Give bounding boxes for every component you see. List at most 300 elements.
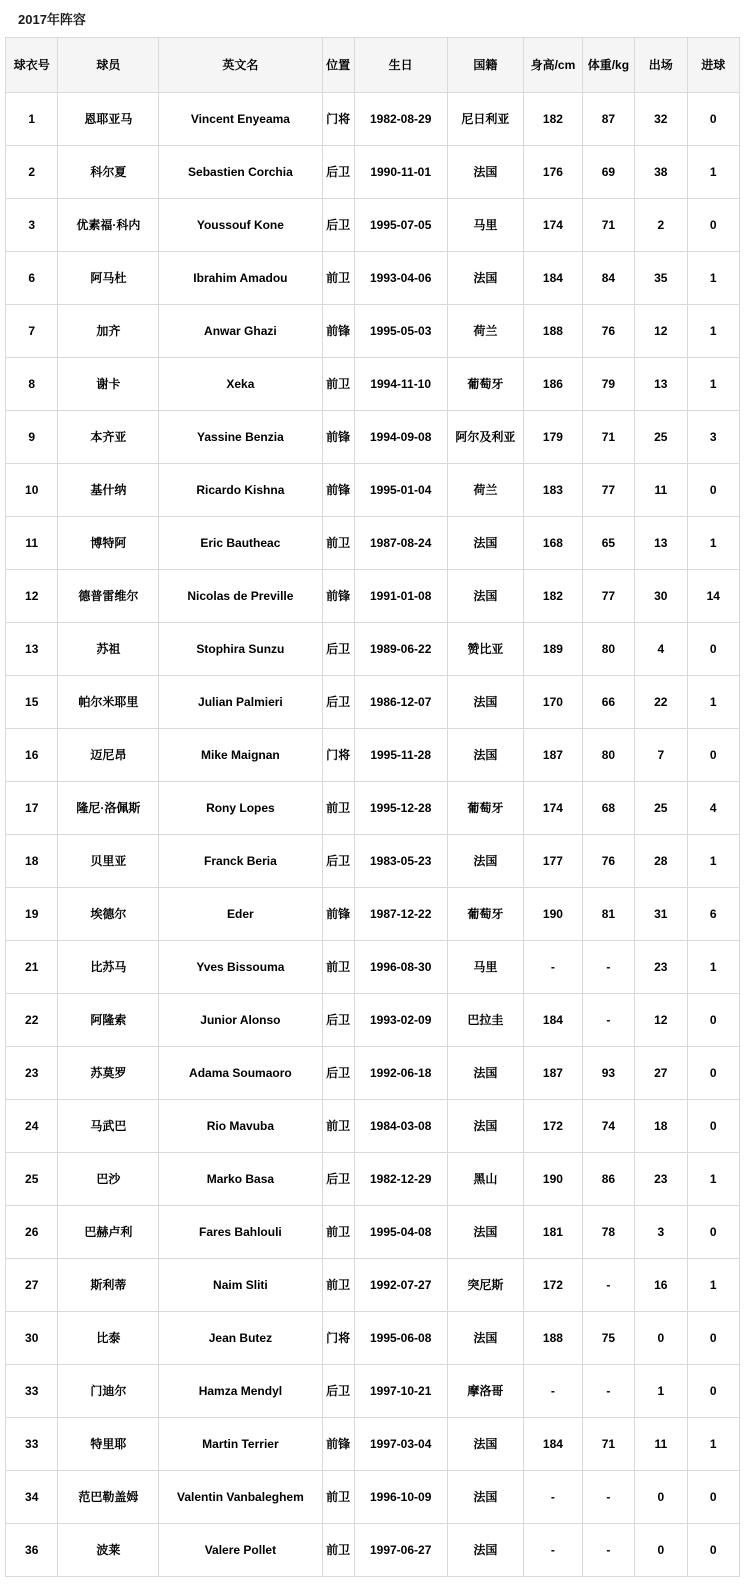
- cell-birthday: 1997-06-27: [354, 1524, 447, 1577]
- cell-position: 后卫: [322, 994, 354, 1047]
- cell-appearances: 0: [635, 1471, 687, 1524]
- cell-goals: 0: [687, 1312, 740, 1365]
- cell-nationality: 巴拉圭: [447, 994, 524, 1047]
- cell-position: 前卫: [322, 1259, 354, 1312]
- cell-position: 后卫: [322, 835, 354, 888]
- cell-english-name: Eric Bautheac: [159, 517, 322, 570]
- cell-birthday: 1987-12-22: [354, 888, 447, 941]
- cell-player: 苏祖: [58, 623, 159, 676]
- cell-english-name: Jean Butez: [159, 1312, 322, 1365]
- cell-height: 190: [524, 888, 582, 941]
- cell-nationality: 法国: [447, 729, 524, 782]
- table-row: [6, 729, 740, 782]
- cell-shirt-number: 24: [6, 1100, 58, 1153]
- cell-english-name: Ibrahim Amadou: [159, 252, 322, 305]
- table-row: [6, 1312, 740, 1365]
- cell-appearances: 0: [635, 1312, 687, 1365]
- cell-player: 本齐亚: [58, 411, 159, 464]
- cell-height: 184: [524, 252, 582, 305]
- cell-height: 182: [524, 570, 582, 623]
- cell-player: 隆尼·洛佩斯: [58, 782, 159, 835]
- cell-nationality: 法国: [447, 1312, 524, 1365]
- cell-nationality: 葡萄牙: [447, 358, 524, 411]
- cell-appearances: 2: [635, 199, 687, 252]
- table-row: [6, 1418, 740, 1471]
- cell-appearances: 30: [635, 570, 687, 623]
- cell-weight: -: [582, 941, 634, 994]
- cell-english-name: Sebastien Corchia: [159, 146, 322, 199]
- cell-nationality: 摩洛哥: [447, 1365, 524, 1418]
- column-header-height: 身高/cm: [524, 38, 582, 93]
- column-header-nationality: 国籍: [447, 38, 524, 93]
- cell-height: -: [524, 1365, 582, 1418]
- cell-nationality: 法国: [447, 1524, 524, 1577]
- cell-birthday: 1993-04-06: [354, 252, 447, 305]
- cell-weight: 77: [582, 570, 634, 623]
- cell-appearances: 18: [635, 1100, 687, 1153]
- cell-position: 门将: [322, 1312, 354, 1365]
- cell-nationality: 法国: [447, 1206, 524, 1259]
- cell-player: 博特阿: [58, 517, 159, 570]
- cell-player: 基什纳: [58, 464, 159, 517]
- table-row: [6, 1153, 740, 1206]
- cell-player: 比泰: [58, 1312, 159, 1365]
- table-row: [6, 1047, 740, 1100]
- cell-shirt-number: 23: [6, 1047, 58, 1100]
- cell-appearances: 12: [635, 305, 687, 358]
- cell-height: 179: [524, 411, 582, 464]
- cell-height: -: [524, 1471, 582, 1524]
- cell-goals: 4: [687, 782, 740, 835]
- cell-shirt-number: 33: [6, 1418, 58, 1471]
- cell-birthday: 1982-12-29: [354, 1153, 447, 1206]
- cell-birthday: 1982-08-29: [354, 93, 447, 146]
- cell-height: 189: [524, 623, 582, 676]
- table-row: [6, 199, 740, 252]
- cell-english-name: Vincent Enyeama: [159, 93, 322, 146]
- cell-appearances: 25: [635, 411, 687, 464]
- cell-appearances: 16: [635, 1259, 687, 1312]
- cell-player: 阿马杜: [58, 252, 159, 305]
- cell-player: 比苏马: [58, 941, 159, 994]
- cell-shirt-number: 9: [6, 411, 58, 464]
- table-row: [6, 305, 740, 358]
- cell-height: 186: [524, 358, 582, 411]
- table-row: [6, 93, 740, 146]
- cell-position: 前锋: [322, 305, 354, 358]
- cell-birthday: 1995-07-05: [354, 199, 447, 252]
- cell-birthday: 1995-01-04: [354, 464, 447, 517]
- cell-player: 斯利蒂: [58, 1259, 159, 1312]
- cell-shirt-number: 12: [6, 570, 58, 623]
- column-header-appearances: 出场: [635, 38, 687, 93]
- cell-shirt-number: 10: [6, 464, 58, 517]
- table-body: [6, 93, 740, 1577]
- cell-player: 特里耶: [58, 1418, 159, 1471]
- cell-weight: 71: [582, 1418, 634, 1471]
- cell-weight: 68: [582, 782, 634, 835]
- cell-birthday: 1997-03-04: [354, 1418, 447, 1471]
- cell-appearances: 11: [635, 464, 687, 517]
- cell-english-name: Ricardo Kishna: [159, 464, 322, 517]
- table-row: [6, 252, 740, 305]
- cell-shirt-number: 8: [6, 358, 58, 411]
- cell-goals: 1: [687, 252, 740, 305]
- cell-english-name: Yassine Benzia: [159, 411, 322, 464]
- cell-birthday: 1990-11-01: [354, 146, 447, 199]
- cell-weight: -: [582, 1524, 634, 1577]
- cell-shirt-number: 34: [6, 1471, 58, 1524]
- table-row: [6, 623, 740, 676]
- cell-height: 190: [524, 1153, 582, 1206]
- cell-player: 苏莫罗: [58, 1047, 159, 1100]
- cell-shirt-number: 17: [6, 782, 58, 835]
- cell-weight: -: [582, 1365, 634, 1418]
- cell-position: 门将: [322, 93, 354, 146]
- cell-appearances: 23: [635, 1153, 687, 1206]
- cell-english-name: Marko Basa: [159, 1153, 322, 1206]
- cell-english-name: Xeka: [159, 358, 322, 411]
- cell-nationality: 法国: [447, 1100, 524, 1153]
- cell-weight: 86: [582, 1153, 634, 1206]
- cell-appearances: 4: [635, 623, 687, 676]
- cell-goals: 1: [687, 1153, 740, 1206]
- table-row: [6, 994, 740, 1047]
- table-row: [6, 146, 740, 199]
- cell-goals: 0: [687, 1365, 740, 1418]
- cell-english-name: Franck Beria: [159, 835, 322, 888]
- cell-height: 168: [524, 517, 582, 570]
- cell-weight: 87: [582, 93, 634, 146]
- cell-nationality: 法国: [447, 1471, 524, 1524]
- cell-english-name: Anwar Ghazi: [159, 305, 322, 358]
- cell-nationality: 法国: [447, 146, 524, 199]
- cell-shirt-number: 2: [6, 146, 58, 199]
- cell-nationality: 突尼斯: [447, 1259, 524, 1312]
- cell-birthday: 1996-10-09: [354, 1471, 447, 1524]
- cell-english-name: Youssouf Kone: [159, 199, 322, 252]
- cell-birthday: 1992-06-18: [354, 1047, 447, 1100]
- column-header-birthday: 生日: [354, 38, 447, 93]
- cell-birthday: 1987-08-24: [354, 517, 447, 570]
- cell-birthday: 1994-11-10: [354, 358, 447, 411]
- cell-height: 184: [524, 1418, 582, 1471]
- table-row: [6, 570, 740, 623]
- cell-height: -: [524, 941, 582, 994]
- column-header-english-name: 英文名: [159, 38, 322, 93]
- table-row: [6, 1259, 740, 1312]
- cell-english-name: Valentin Vanbaleghem: [159, 1471, 322, 1524]
- cell-english-name: Eder: [159, 888, 322, 941]
- cell-english-name: Martin Terrier: [159, 1418, 322, 1471]
- cell-height: -: [524, 1524, 582, 1577]
- cell-goals: 6: [687, 888, 740, 941]
- cell-birthday: 1983-05-23: [354, 835, 447, 888]
- page-title: 2017年阵容: [0, 0, 745, 37]
- cell-weight: 81: [582, 888, 634, 941]
- cell-height: 187: [524, 1047, 582, 1100]
- cell-position: 前锋: [322, 570, 354, 623]
- cell-nationality: 马里: [447, 941, 524, 994]
- table-row: [6, 941, 740, 994]
- cell-goals: 1: [687, 835, 740, 888]
- cell-nationality: 法国: [447, 835, 524, 888]
- cell-weight: 71: [582, 411, 634, 464]
- cell-nationality: 法国: [447, 570, 524, 623]
- cell-shirt-number: 21: [6, 941, 58, 994]
- cell-weight: 76: [582, 305, 634, 358]
- cell-shirt-number: 1: [6, 93, 58, 146]
- cell-shirt-number: 36: [6, 1524, 58, 1577]
- cell-weight: 84: [582, 252, 634, 305]
- cell-appearances: 27: [635, 1047, 687, 1100]
- cell-shirt-number: 30: [6, 1312, 58, 1365]
- cell-player: 恩耶亚马: [58, 93, 159, 146]
- cell-appearances: 32: [635, 93, 687, 146]
- cell-goals: 0: [687, 623, 740, 676]
- cell-nationality: 尼日利亚: [447, 93, 524, 146]
- cell-height: 172: [524, 1100, 582, 1153]
- cell-goals: 0: [687, 199, 740, 252]
- cell-weight: 80: [582, 623, 634, 676]
- cell-birthday: 1995-11-28: [354, 729, 447, 782]
- cell-position: 后卫: [322, 623, 354, 676]
- header-row: [6, 38, 740, 93]
- cell-player: 范巴勒盖姆: [58, 1471, 159, 1524]
- cell-player: 谢卡: [58, 358, 159, 411]
- cell-position: 前卫: [322, 517, 354, 570]
- cell-shirt-number: 22: [6, 994, 58, 1047]
- cell-position: 前卫: [322, 252, 354, 305]
- cell-shirt-number: 19: [6, 888, 58, 941]
- cell-player: 加齐: [58, 305, 159, 358]
- cell-goals: 1: [687, 1418, 740, 1471]
- cell-english-name: Julian Palmieri: [159, 676, 322, 729]
- table-row: [6, 835, 740, 888]
- column-header-goals: 进球: [687, 38, 740, 93]
- cell-height: 183: [524, 464, 582, 517]
- cell-height: 176: [524, 146, 582, 199]
- cell-nationality: 马里: [447, 199, 524, 252]
- cell-nationality: 荷兰: [447, 464, 524, 517]
- cell-goals: 0: [687, 464, 740, 517]
- cell-goals: 1: [687, 1259, 740, 1312]
- cell-goals: 1: [687, 676, 740, 729]
- table-row: [6, 517, 740, 570]
- cell-height: 177: [524, 835, 582, 888]
- cell-player: 马武巴: [58, 1100, 159, 1153]
- cell-position: 前锋: [322, 464, 354, 517]
- cell-appearances: 3: [635, 1206, 687, 1259]
- cell-position: 门将: [322, 729, 354, 782]
- cell-english-name: Nicolas de Preville: [159, 570, 322, 623]
- cell-goals: 0: [687, 1206, 740, 1259]
- cell-position: 前锋: [322, 888, 354, 941]
- cell-height: 174: [524, 782, 582, 835]
- cell-birthday: 1995-05-03: [354, 305, 447, 358]
- cell-appearances: 25: [635, 782, 687, 835]
- cell-height: 188: [524, 305, 582, 358]
- cell-shirt-number: 11: [6, 517, 58, 570]
- cell-goals: 1: [687, 358, 740, 411]
- table-row: [6, 1471, 740, 1524]
- cell-weight: 66: [582, 676, 634, 729]
- cell-appearances: 7: [635, 729, 687, 782]
- cell-goals: 1: [687, 941, 740, 994]
- cell-position: 前卫: [322, 358, 354, 411]
- cell-nationality: 法国: [447, 517, 524, 570]
- cell-appearances: 31: [635, 888, 687, 941]
- cell-appearances: 38: [635, 146, 687, 199]
- table-row: [6, 782, 740, 835]
- cell-player: 迈尼昂: [58, 729, 159, 782]
- cell-weight: 74: [582, 1100, 634, 1153]
- cell-position: 后卫: [322, 676, 354, 729]
- cell-birthday: 1995-06-08: [354, 1312, 447, 1365]
- cell-goals: 1: [687, 517, 740, 570]
- cell-appearances: 1: [635, 1365, 687, 1418]
- cell-player: 巴沙: [58, 1153, 159, 1206]
- cell-height: 181: [524, 1206, 582, 1259]
- cell-weight: -: [582, 1471, 634, 1524]
- cell-height: 187: [524, 729, 582, 782]
- column-header-weight: 体重/kg: [582, 38, 634, 93]
- cell-english-name: Junior Alonso: [159, 994, 322, 1047]
- cell-english-name: Adama Soumaoro: [159, 1047, 322, 1100]
- cell-goals: 0: [687, 1524, 740, 1577]
- cell-height: 172: [524, 1259, 582, 1312]
- cell-appearances: 11: [635, 1418, 687, 1471]
- table-row: [6, 888, 740, 941]
- cell-position: 前卫: [322, 1471, 354, 1524]
- cell-goals: 14: [687, 570, 740, 623]
- cell-english-name: Rio Mavuba: [159, 1100, 322, 1153]
- cell-weight: 77: [582, 464, 634, 517]
- cell-player: 阿隆索: [58, 994, 159, 1047]
- cell-shirt-number: 13: [6, 623, 58, 676]
- cell-position: 后卫: [322, 1153, 354, 1206]
- table-row: [6, 464, 740, 517]
- cell-nationality: 法国: [447, 1418, 524, 1471]
- cell-position: 前卫: [322, 782, 354, 835]
- cell-goals: 0: [687, 1100, 740, 1153]
- table-row: [6, 676, 740, 729]
- table-header: [6, 38, 740, 93]
- cell-shirt-number: 3: [6, 199, 58, 252]
- cell-birthday: 1994-09-08: [354, 411, 447, 464]
- cell-english-name: Hamza Mendyl: [159, 1365, 322, 1418]
- cell-birthday: 1992-07-27: [354, 1259, 447, 1312]
- cell-nationality: 法国: [447, 1047, 524, 1100]
- cell-player: 门迪尔: [58, 1365, 159, 1418]
- column-header-shirt-number: 球衣号: [6, 38, 58, 93]
- cell-height: 184: [524, 994, 582, 1047]
- cell-nationality: 葡萄牙: [447, 782, 524, 835]
- table-row: [6, 358, 740, 411]
- cell-english-name: Mike Maignan: [159, 729, 322, 782]
- cell-player: 帕尔米耶里: [58, 676, 159, 729]
- cell-player: 贝里亚: [58, 835, 159, 888]
- cell-goals: 1: [687, 146, 740, 199]
- cell-weight: 76: [582, 835, 634, 888]
- cell-weight: 93: [582, 1047, 634, 1100]
- cell-position: 后卫: [322, 1365, 354, 1418]
- cell-goals: 0: [687, 994, 740, 1047]
- cell-height: 170: [524, 676, 582, 729]
- cell-shirt-number: 16: [6, 729, 58, 782]
- cell-shirt-number: 18: [6, 835, 58, 888]
- cell-position: 前卫: [322, 1524, 354, 1577]
- cell-position: 前卫: [322, 941, 354, 994]
- cell-weight: 75: [582, 1312, 634, 1365]
- table-row: [6, 411, 740, 464]
- cell-weight: 80: [582, 729, 634, 782]
- cell-english-name: Fares Bahlouli: [159, 1206, 322, 1259]
- cell-nationality: 荷兰: [447, 305, 524, 358]
- column-header-player: 球员: [58, 38, 159, 93]
- column-header-position: 位置: [322, 38, 354, 93]
- table-row: [6, 1206, 740, 1259]
- cell-appearances: 35: [635, 252, 687, 305]
- cell-english-name: Naim Sliti: [159, 1259, 322, 1312]
- cell-appearances: 13: [635, 358, 687, 411]
- cell-height: 188: [524, 1312, 582, 1365]
- cell-height: 174: [524, 199, 582, 252]
- cell-player: 波莱: [58, 1524, 159, 1577]
- table-row: [6, 1100, 740, 1153]
- cell-nationality: 赞比亚: [447, 623, 524, 676]
- cell-birthday: 1989-06-22: [354, 623, 447, 676]
- cell-appearances: 23: [635, 941, 687, 994]
- cell-birthday: 1995-04-08: [354, 1206, 447, 1259]
- cell-weight: 79: [582, 358, 634, 411]
- cell-shirt-number: 7: [6, 305, 58, 358]
- cell-appearances: 0: [635, 1524, 687, 1577]
- cell-weight: 69: [582, 146, 634, 199]
- cell-player: 埃德尔: [58, 888, 159, 941]
- cell-goals: 1: [687, 305, 740, 358]
- cell-appearances: 12: [635, 994, 687, 1047]
- cell-position: 后卫: [322, 1047, 354, 1100]
- cell-nationality: 黑山: [447, 1153, 524, 1206]
- cell-shirt-number: 33: [6, 1365, 58, 1418]
- cell-nationality: 法国: [447, 252, 524, 305]
- cell-player: 巴赫卢利: [58, 1206, 159, 1259]
- table-row: [6, 1365, 740, 1418]
- cell-player: 科尔夏: [58, 146, 159, 199]
- cell-shirt-number: 6: [6, 252, 58, 305]
- cell-position: 前锋: [322, 1418, 354, 1471]
- cell-position: 前卫: [322, 1206, 354, 1259]
- cell-player: 德普雷维尔: [58, 570, 159, 623]
- cell-weight: 71: [582, 199, 634, 252]
- cell-goals: 0: [687, 93, 740, 146]
- cell-birthday: 1991-01-08: [354, 570, 447, 623]
- cell-english-name: Yves Bissouma: [159, 941, 322, 994]
- cell-position: 后卫: [322, 199, 354, 252]
- cell-weight: 65: [582, 517, 634, 570]
- cell-nationality: 阿尔及利亚: [447, 411, 524, 464]
- cell-birthday: 1997-10-21: [354, 1365, 447, 1418]
- cell-player: 优素福·科内: [58, 199, 159, 252]
- cell-english-name: Rony Lopes: [159, 782, 322, 835]
- cell-birthday: 1996-08-30: [354, 941, 447, 994]
- cell-appearances: 13: [635, 517, 687, 570]
- cell-weight: -: [582, 1259, 634, 1312]
- cell-birthday: 1984-03-08: [354, 1100, 447, 1153]
- cell-birthday: 1995-12-28: [354, 782, 447, 835]
- cell-english-name: Stophira Sunzu: [159, 623, 322, 676]
